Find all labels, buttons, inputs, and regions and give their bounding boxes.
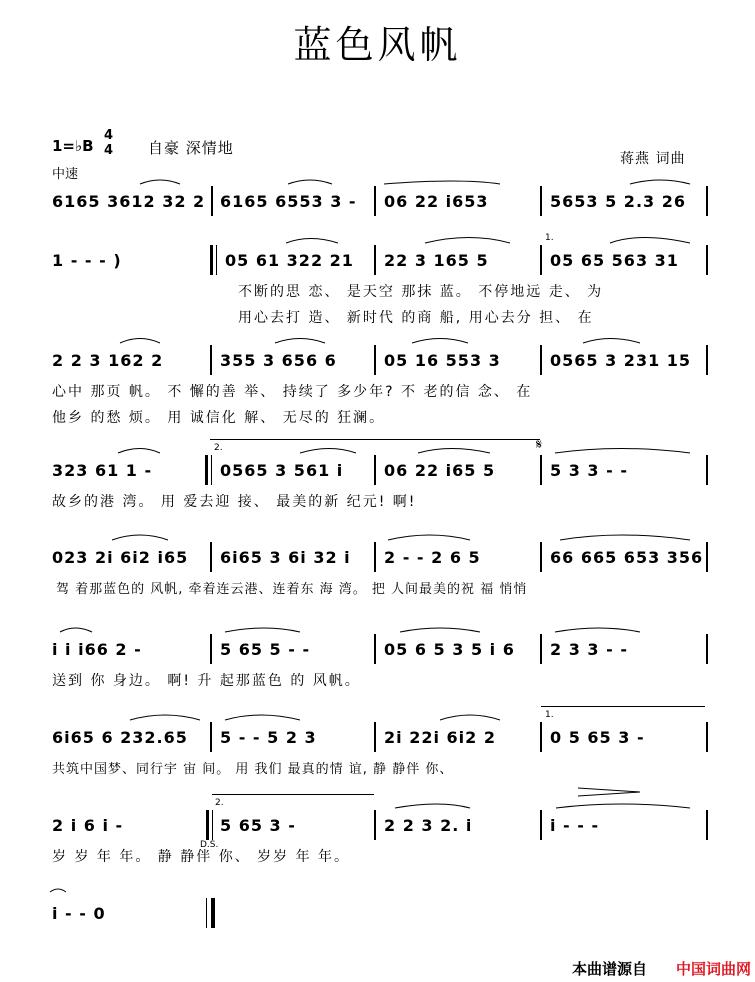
- measure: 0 5 65 3 -: [550, 728, 645, 747]
- measure: i i i66 2 -: [52, 640, 142, 659]
- measure: 2 i 6 i -: [52, 816, 124, 835]
- measure: 5 65 5 - -: [220, 640, 311, 659]
- volta-1: 1.: [545, 710, 554, 720]
- measure: 323 61 1 -: [52, 461, 153, 480]
- volta-2: 2.: [214, 443, 223, 453]
- segno-icon: 𝄋: [536, 437, 543, 453]
- measure: 2 2 3 162 2: [52, 351, 164, 370]
- measure: 5 3 3 - -: [550, 461, 628, 480]
- expression-mark: 自豪 深情地: [148, 139, 234, 157]
- lyric-line: 故乡的港 湾。 用 爱去迎 接、 最美的新 纪元! 啊!: [52, 494, 417, 510]
- measure: 1 - - - ): [52, 251, 122, 270]
- site-link[interactable]: 中国词曲网: [675, 960, 751, 978]
- measure: 66 665 653 356: [550, 548, 704, 567]
- measure: 05 65 563 31: [550, 251, 679, 270]
- measure: 2 3 3 - -: [550, 640, 628, 659]
- measure: 06 22 i653: [384, 192, 489, 211]
- measure: i - - -: [550, 816, 600, 835]
- measure: 2 2 3 2. i: [384, 816, 473, 835]
- measure: 05 6 5 3 5 i 6: [384, 640, 515, 659]
- measure: 5 65 3 -: [220, 816, 296, 835]
- lyric-line: 他乡 的愁 烦。 用 诚信化 解、 无尽的 狂澜。: [52, 410, 386, 426]
- source-label: 本曲谱源自: [571, 960, 647, 978]
- volta-2: 2.: [215, 798, 224, 808]
- tempo-mark: 中速: [52, 167, 79, 182]
- ds-mark: D.S.: [200, 840, 219, 850]
- measure: 05 16 553 3: [384, 351, 501, 370]
- measure: 355 3 656 6: [220, 351, 337, 370]
- measure: 0565 3 561 i: [220, 461, 344, 480]
- lyric-line: 送到 你 身边。 啊! 升 起那蓝色 的 风帆。: [52, 673, 361, 689]
- measure: 05 61 322 21: [225, 251, 354, 270]
- measure: i - - 0: [52, 904, 106, 923]
- time-signature-top: 4: [104, 128, 114, 143]
- measure: 2 - - 2 6 5: [384, 548, 481, 567]
- measure: 6165 6553 3 -: [220, 192, 357, 211]
- lyric-line: 驾 着那蓝色的 风帆, 牵着连云港、连着东 海 湾。 把 人间最美的祝 福 悄悄: [56, 582, 528, 597]
- lyric-line: 岁 岁 年 年。 静 静伴 你、 岁岁 年 年。: [52, 849, 351, 865]
- lyric-line: 用心去打 造、 新时代 的商 船, 用心去分 担、 在: [238, 310, 594, 326]
- time-signature-bottom: 4: [104, 143, 114, 158]
- measure: 2i 22i 6i2 2: [384, 728, 496, 747]
- measure: 023 2i 6i2 i65: [52, 548, 189, 567]
- lyric-line: 心中 那页 帆。 不 懈的善 举、 持续了 多少年? 不 老的信 念、 在: [52, 384, 533, 400]
- lyric-line: 不断的思 恋、 是天空 那抹 蓝。 不停地远 走、 为: [238, 284, 604, 300]
- page-title: 蓝色风帆: [293, 23, 462, 67]
- measure: 6165 3612 32 2: [52, 192, 206, 211]
- author-credit: 蒋燕 词曲: [620, 151, 686, 167]
- lyric-line: 共筑中国梦、同行宇 宙 间。 用 我们 最真的情 谊, 静 静伴 你、: [52, 762, 454, 777]
- measure: 6i65 3 6i 32 i: [220, 548, 351, 567]
- measure: 6i65 6 232.65: [52, 728, 188, 747]
- measure: 5653 5 2.3 26: [550, 192, 686, 211]
- measure: 06 22 i65 5: [384, 461, 496, 480]
- key-signature: 1=♭B: [52, 137, 94, 155]
- measure: 0565 3 231 15: [550, 351, 692, 370]
- volta-1: 1.: [545, 233, 554, 243]
- measure: 5 - - 5 2 3: [220, 728, 317, 747]
- measure: 22 3 165 5: [384, 251, 489, 270]
